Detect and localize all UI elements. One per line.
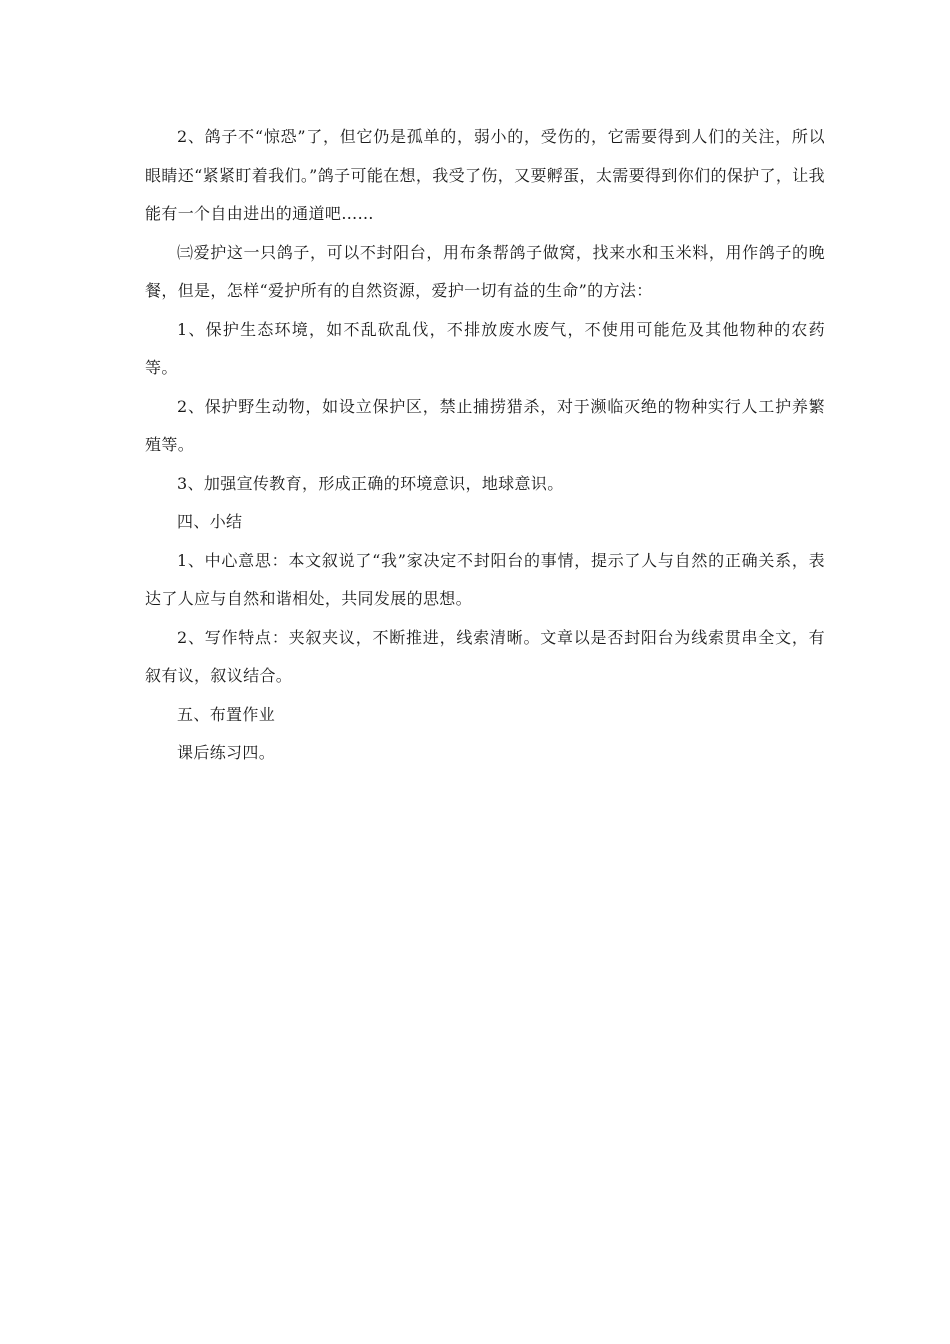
section-heading-homework: 五、布置作业 xyxy=(177,704,276,724)
paragraph-protect-pigeon: ㈢爱护这一只鸽子，可以不封阳台，用布条帮鸽子做窝，找来水和玉米料，用作鸽子的晚餐，但是，怎样“爱护所有的自然资源，爱护一切有益的生命”的方法： xyxy=(145,242,825,300)
paragraph-writing-features: 2、写作特点：夹叙夹议，不断推进，线索清晰。文章以是否封阳台为线索贯串全文，有叙有议，叙议结合。 xyxy=(145,627,825,685)
paragraph-central-idea: 1、中心意思：本文叙说了“我”家决定不封阳台的事情，提示了人与自然的正确关系，表达了人应与自然和谐相处，共同发展的思想。 xyxy=(145,550,825,608)
paragraph-method-education: 3、加强宣传教育，形成正确的环境意识，地球意识。 xyxy=(177,473,564,493)
paragraph-pigeon-needs: 2、鸽子不“惊恐”了，但它仍是孤单的，弱小的，受伤的，它需要得到人们的关注，所以眼睛还“紧紧盯着我们。”鸽子可能在想，我受了伤，又要孵蛋，太需要得到你们的保护了，让我能有一个自由进出的通道吧…… xyxy=(145,127,825,223)
section-heading-summary: 四、小结 xyxy=(177,512,243,531)
paragraph-method-ecology: 1、保护生态环境，如不乱砍乱伐，不排放废水废气，不使用可能危及其他物种的农药等。 xyxy=(145,319,825,377)
document-page xyxy=(145,118,825,773)
paragraph-method-wildlife: 2、保护野生动物，如设立保护区，禁止捕捞猎杀，对于濒临灭绝的物种实行人工护养繁殖等。 xyxy=(145,396,825,454)
paragraph-homework: 课后练习四。 xyxy=(177,743,276,762)
